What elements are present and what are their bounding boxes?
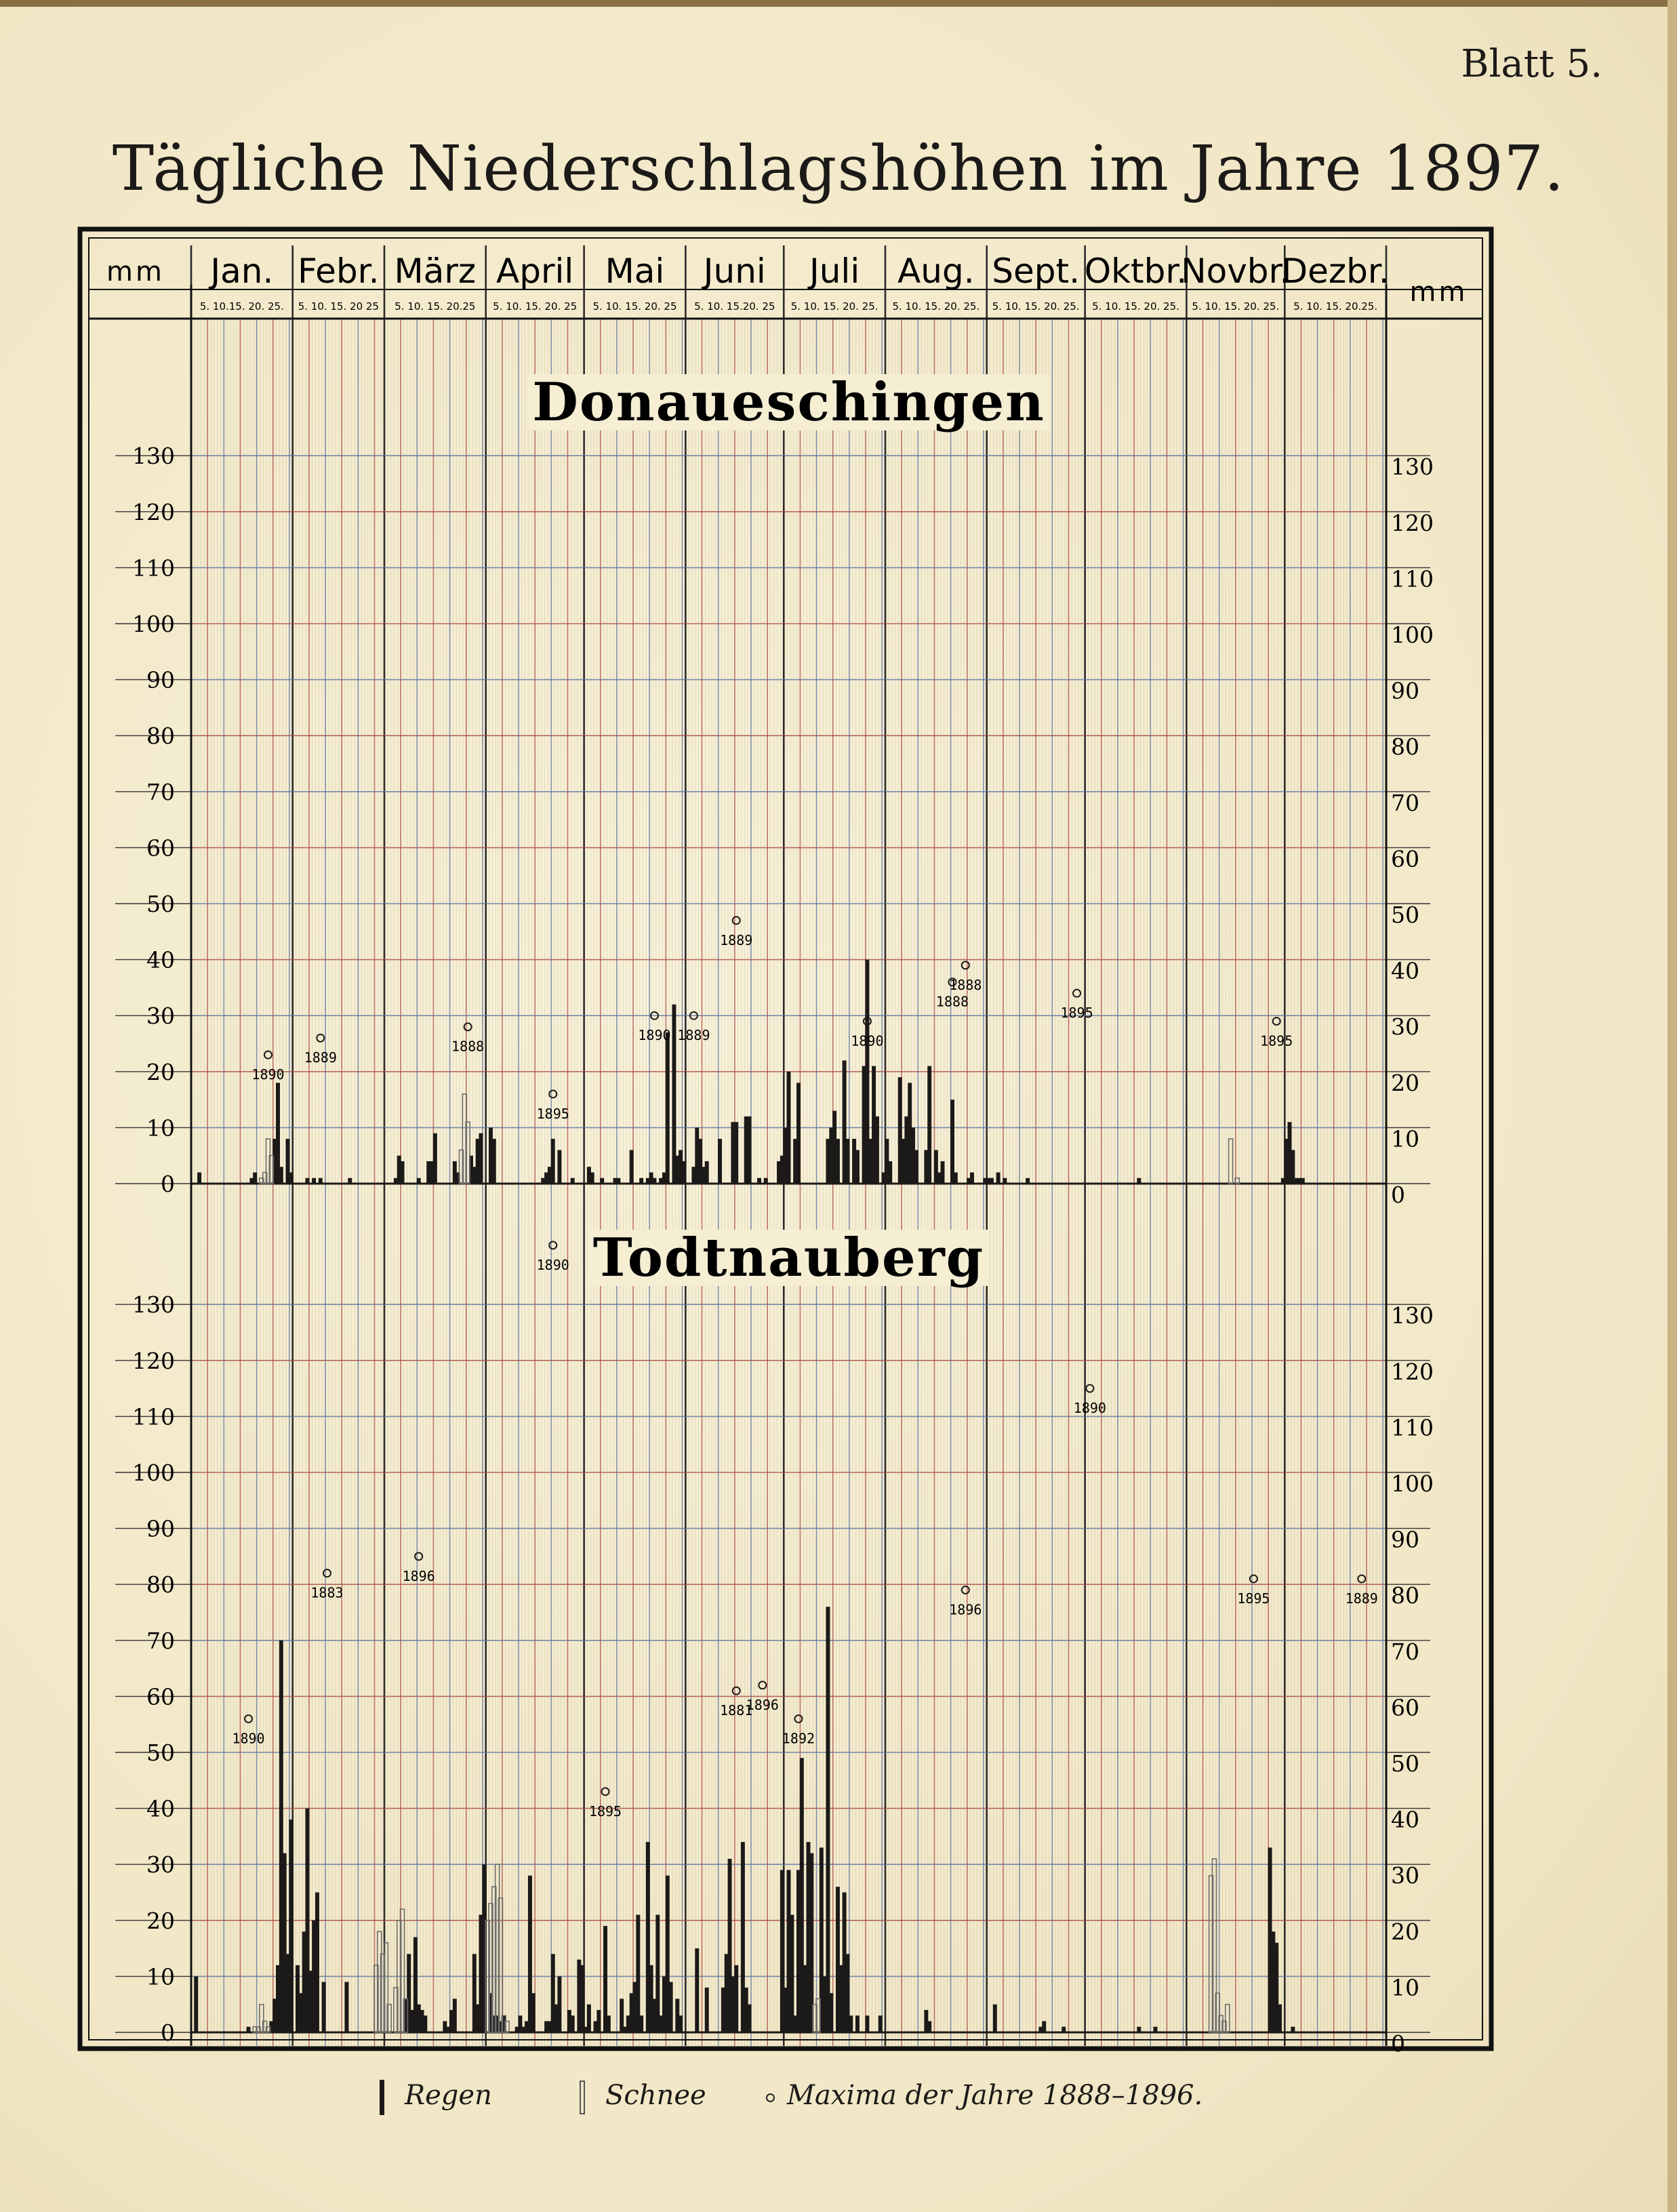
rain-bar [1137,2027,1141,2032]
maxima-year-label: 1895 [1260,1032,1293,1049]
month-label: April [496,252,574,291]
month-label: März [394,252,477,291]
y-tick-label-right: 50 [1391,902,1419,928]
y-tick-label-right: 20 [1391,1069,1419,1096]
maxima-year-label: 1895 [588,1803,622,1819]
day-tick-labels: 5. 10. 15.20. 25 [694,300,775,313]
rain-bar [616,1178,620,1184]
maxima-year-label: 1889 [304,1049,337,1066]
y-tick-label-right: 40 [1391,1806,1419,1833]
station-panels [194,371,1378,2032]
month-label: Sept. [992,252,1080,291]
chart-title: Tägliche Niederschlagshöhen im Jahre 1897. [112,132,1565,205]
month-label: Jan. [210,252,274,291]
unit-label-left: mm [106,256,165,287]
rain-bar [423,2015,427,2032]
rain-bar [590,1172,594,1184]
month-label: Juli [809,252,860,291]
rain-bar [875,1117,879,1184]
y-tick-label-right: 10 [1391,1125,1419,1152]
rain-bar [197,1172,201,1184]
y-tick-label-right: 0 [1391,2030,1405,2057]
rain-bar [1003,1178,1007,1184]
month-label: Juni [703,252,766,291]
y-tick-label-right: 120 [1391,1358,1434,1385]
maxima-marker [264,1051,272,1059]
maxima-year-label: 1888 [451,1038,485,1055]
rain-bar [1062,2027,1066,2032]
y-tick-label-left: 60 [146,1683,175,1710]
maxima-marker [1358,1575,1365,1582]
maxima-marker [323,1569,331,1577]
rain-bar [878,2015,883,2032]
rain-bar [289,1819,293,2032]
rain-bar [682,1161,686,1184]
maxima-marker [759,1681,766,1689]
maxima-marker [1273,1018,1280,1025]
rain-bar [1042,2021,1046,2032]
rain-bar [319,1178,323,1184]
legend-maxima-label: Maxima der Jahre 1888–1896. [787,2080,1203,2111]
day-tick-labels: 5. 10. 15. 20. 25 [493,300,578,313]
day-tick-labels: 5. 10. 15. 20. 25. [1192,300,1280,313]
y-tick-label-right: 130 [1391,454,1434,481]
maxima-year-label: 1889 [1345,1590,1378,1607]
rain-bar [453,1998,457,2032]
maxima-year-label: 1895 [1237,1590,1270,1607]
snow-symbol [580,2080,585,2114]
maxima-year-label: 1896 [949,1601,982,1618]
maxima-year-label: 1895 [536,1105,569,1122]
y-tick-label-right: 100 [1391,622,1434,648]
day-tick-labels: 5. 10. 15. 20.25. [1293,300,1378,313]
legend-snow [580,2080,706,2114]
maxima-year-label: 1896 [402,1567,435,1584]
rain-bar [950,1100,954,1184]
maxima-marker [1086,1385,1093,1392]
rain-bar [734,1122,738,1184]
rain-bar [636,1915,640,2032]
rain-bar [790,1915,794,2032]
station-name: Todtnauberg [592,1227,985,1289]
rain-bar [655,1915,660,2032]
y-tick-label-right: 50 [1391,1750,1419,1777]
y-tick-label-left: 50 [146,891,175,917]
rain-bar [305,1178,309,1184]
rain-bar [849,2015,853,2032]
day-tick-labels: 5. 10. 15. 20. 25. [790,300,878,313]
y-tick-label-left: 130 [132,1291,175,1319]
rain-bar [836,1139,840,1184]
maxima-circle-icon [766,2093,775,2102]
rain-bar [1291,2027,1295,2032]
legend-maxima [766,2080,1203,2111]
y-tick-label-right: 120 [1391,509,1434,536]
maxima-year-label: 1890 [251,1066,285,1083]
day-tick-labels: 5. 10. 15. 20. 25 [592,300,677,313]
rain-bar [1137,1178,1141,1184]
maxima-marker [602,1788,609,1795]
maxima-year-label: 1883 [310,1584,344,1601]
maxima-marker [962,961,969,969]
y-tick-label-right: 40 [1391,957,1419,984]
y-tick-label-left: 120 [132,498,175,525]
rain-bar [289,1172,293,1184]
y-tick-label-left: 10 [146,1114,175,1142]
rain-bar [705,1161,709,1184]
rain-bar [669,1982,673,2032]
snow-bar [1229,1139,1233,1184]
rain-bar [492,1139,496,1184]
y-tick-label-right: 30 [1391,1013,1419,1041]
maxima-marker [415,1552,422,1560]
rain-bar [990,1178,994,1184]
rain-bar [845,1139,849,1184]
maxima-marker [733,1687,740,1695]
rain-bar [557,1976,561,2032]
y-tick-label-left: 30 [146,1851,175,1878]
rain-bar [993,2005,997,2032]
day-tick-labels: 5. 10. 15. 20. 25. [992,300,1080,313]
rain-bar [927,1066,931,1184]
y-tick-label-left: 110 [132,555,175,582]
y-tick-label-left: 60 [146,834,175,862]
rain-bar [247,2027,251,2032]
maxima-marker [549,1241,557,1249]
y-tick-label-left: 50 [146,1740,175,1766]
day-tick-labels: 5. 10. 15. 20.25 [395,300,476,313]
rain-bar [695,1948,699,2032]
maxima-marker [1073,990,1080,997]
month-label: Novbr. [1181,252,1291,291]
maxima-marker [794,1715,802,1723]
rain-bar [639,1178,643,1184]
rain-bar [996,1172,1001,1184]
rain-bar [401,1161,405,1184]
rain-bar [571,1178,575,1184]
rain-bar [927,2021,931,2032]
rain-bar [587,2005,591,2032]
month-label: Oktbr. [1084,252,1188,291]
rain-bar [315,1893,319,2033]
rain-bar [652,1178,656,1184]
maxima-year-label: 1890 [232,1730,265,1747]
maxima-year-label: 1888 [935,993,969,1010]
rain-bar [600,1178,604,1184]
y-tick-label-right: 130 [1391,1302,1434,1329]
rain-bar [666,1032,670,1184]
rain-bar [580,1965,584,2032]
y-tick-label-right: 110 [1391,1414,1434,1441]
rain-bar [865,2015,869,2032]
rain-bar [1301,1178,1305,1184]
rain-bar [748,2005,752,2032]
maxima-year-label: 1896 [746,1696,779,1713]
y-tick-label-left: 80 [146,1571,175,1598]
maxima-year-label: 1890 [638,1027,671,1044]
rain-bar [630,1150,634,1184]
y-tick-label-left: 10 [146,1963,175,1990]
rain-bar [551,1139,555,1184]
y-tick-label-left: 110 [132,1403,175,1430]
maxima-year-label: 1889 [720,931,753,948]
maxima-year-label: 1881 [720,1702,753,1719]
y-tick-label-right: 20 [1391,1918,1419,1945]
rain-bar [322,1982,326,2032]
y-tick-label-right: 30 [1391,1862,1419,1889]
rain-bar [1026,1178,1030,1184]
month-header [106,252,1468,313]
rain-bar [679,2015,683,2032]
y-tick-label-right: 70 [1391,789,1419,816]
month-label: Aug. [897,252,975,291]
maxima-year-label: 1895 [1060,1005,1093,1022]
y-tick-label-right: 100 [1391,1470,1434,1497]
maxima-marker [1250,1575,1257,1582]
sheet-label: Blatt 5. [1461,42,1602,86]
y-tick-label-left: 40 [146,946,175,973]
day-tick-labels: 5. 10.15. 20. 25. [199,300,284,313]
rain-bar [1278,2005,1282,2032]
rain-bar [855,2015,860,2032]
y-tick-label-right: 70 [1391,1638,1419,1665]
legend [380,2080,1261,2120]
y-tick-label-left: 30 [146,1003,175,1030]
rain-bar [826,1607,830,2032]
rain-bar [344,1982,348,2032]
rain-bar [855,1150,860,1184]
y-tick-label-left: 0 [161,1171,175,1197]
y-tick-label-left: 40 [146,1795,175,1822]
rain-bar [941,1161,945,1184]
rain-bar [757,1178,761,1184]
maxima-marker [317,1034,324,1042]
day-tick-labels: 5. 10. 15. 20. 25. [1092,300,1179,313]
rain-bar [597,2010,601,2032]
month-label: Mai [605,252,665,291]
rain-bar [888,1161,892,1184]
y-tick-label-left: 70 [146,778,175,805]
rain-bar [194,1976,198,2032]
y-tick-label-left: 0 [161,2019,175,2046]
y-tick-label-right: 60 [1391,845,1419,872]
rain-bar [433,1133,437,1184]
maxima-marker [549,1090,557,1098]
rain-bar [705,1988,709,2032]
month-label: Febr. [298,252,380,291]
rain-bar [796,1083,801,1184]
rain-bar [829,1993,833,2032]
y-tick-label-left: 90 [146,666,175,693]
y-tick-label-left: 90 [146,1515,175,1542]
station-panel [194,1227,1378,2032]
rain-bar [748,1117,752,1184]
y-tick-label-left: 20 [146,1907,175,1934]
maxima-year-label: 1888 [949,976,982,993]
rain-bar [639,2015,643,2032]
y-tick-label-right: 80 [1391,1582,1419,1609]
rain-bar [531,1993,536,2032]
y-tick-label-left: 70 [146,1627,175,1654]
y-tick-label-left: 100 [132,1460,175,1486]
rain-bar [764,1178,768,1184]
rain-bar [914,1150,918,1184]
y-tick-label-left: 120 [132,1347,175,1374]
month-label: Dezbr. [1281,252,1390,291]
y-tick-label-right: 10 [1391,1974,1419,2001]
y-tick-label-left: 20 [146,1058,175,1085]
rain-bar [571,2015,575,2032]
maxima-year-label: 1889 [677,1027,710,1044]
rain-bar [348,1178,352,1184]
y-tick-label-right: 110 [1391,565,1434,592]
y-tick-label-right: 80 [1391,733,1419,761]
rain-bar [253,1172,257,1184]
maxima-marker [962,1586,969,1594]
maxima-year-label: 1890 [1073,1400,1106,1417]
y-tick-label-right: 0 [1391,1182,1405,1208]
rain-bar [557,1150,561,1184]
rain-bar [970,1172,974,1184]
y-tick-label-left: 80 [146,723,175,750]
rain-bar [479,1133,483,1184]
y-tick-label-right: 90 [1391,677,1419,704]
rain-bar [417,1178,421,1184]
y-tick-label-right: 60 [1391,1694,1419,1721]
maxima-marker [464,1023,472,1030]
maxima-marker [733,917,740,924]
unit-label-right: mm [1409,277,1468,308]
rain-bar [787,1072,791,1184]
station-name: Donaueschingen [532,371,1045,433]
rain-bar [607,2015,611,2032]
legend-rain [380,2080,492,2115]
y-tick-label-left: 130 [132,443,175,470]
rain-bar [312,1178,316,1184]
maxima-marker [245,1715,252,1723]
rain-bar [734,1965,738,2032]
maxima-year-label: 1890 [851,1032,884,1049]
rain-bar [954,1172,958,1184]
day-tick-labels: 5. 10. 15. 20. 25. [892,300,980,313]
y-tick-label-left: 100 [132,611,175,637]
rain-bar [1153,2027,1157,2032]
legend-snow-label: Schnee [605,2080,706,2111]
y-tick-label-right: 90 [1391,1526,1419,1553]
rain-symbol [380,2080,384,2115]
rain-bar [279,1167,283,1184]
day-tick-labels: 5. 10. 15. 20 25 [298,300,379,313]
maxima-year-label: 1892 [782,1730,815,1747]
legend-rain-label: Regen [405,2080,492,2111]
rain-bar [718,1139,722,1184]
maxima-year-label: 1890 [536,1256,569,1273]
